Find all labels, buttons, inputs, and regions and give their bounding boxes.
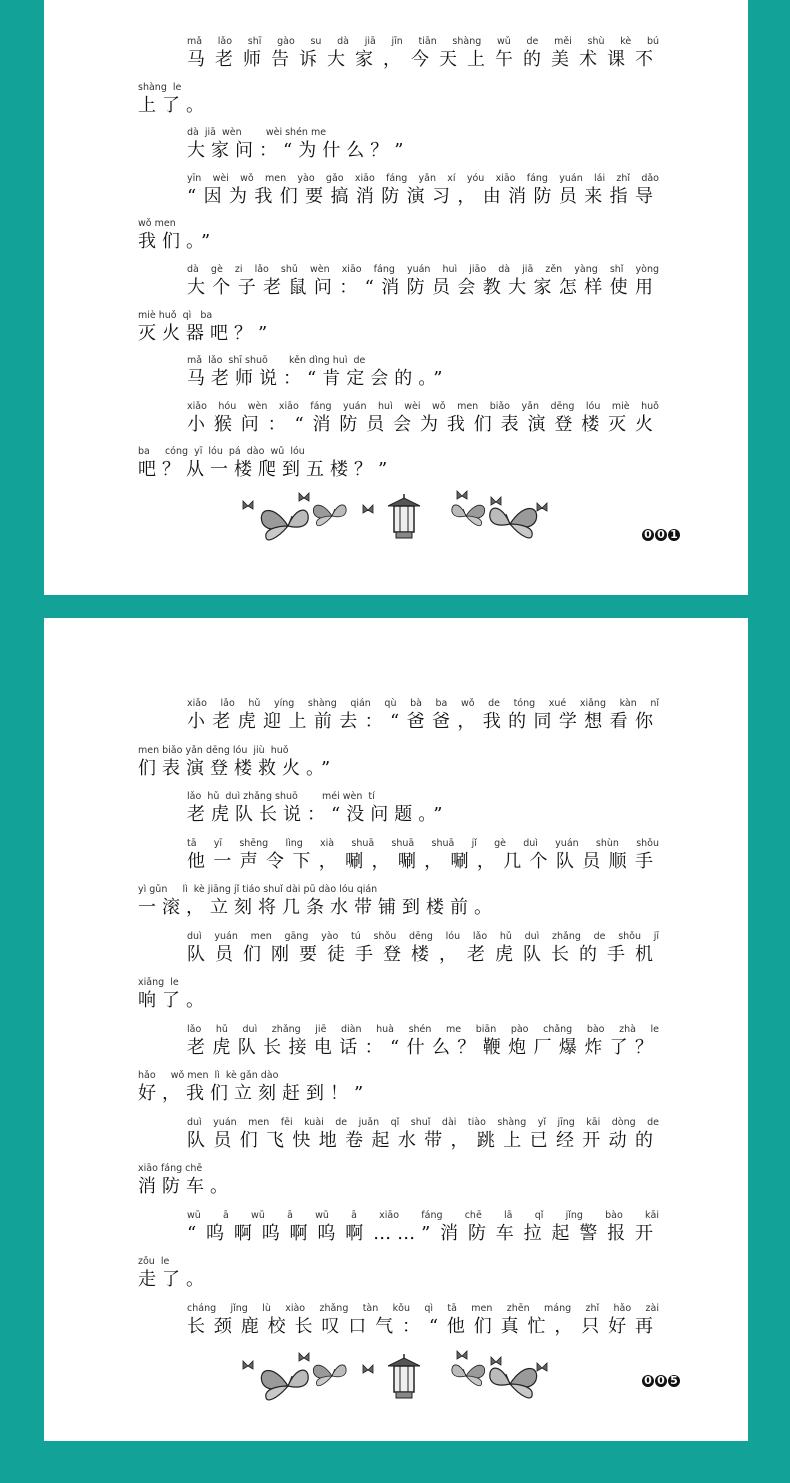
hanzi-line: 大个子老鼠问：“消防员会教大家怎样使用 — [187, 277, 659, 298]
hanzi-line: “呜啊呜啊呜啊……”消防车拉起警报开 — [187, 1222, 659, 1244]
hanzi-line: 队员们飞快地卷起水带，跳上已经开动的 — [187, 1129, 659, 1151]
page-number-digit: 0 — [642, 1375, 654, 1387]
butterfly-icon — [452, 505, 485, 526]
hanzi-line: “因为我们要搞消防演习，由消防员来指导 — [187, 185, 659, 207]
text-line — [187, 1116, 659, 1158]
pinyin-line: shàng le — [138, 81, 182, 93]
text-line — [187, 1209, 659, 1251]
page-number — [642, 1375, 680, 1387]
text-line — [187, 172, 659, 214]
lantern-icon — [388, 1354, 420, 1398]
hanzi-line: 消防车。 — [138, 1176, 234, 1197]
hanzi-line: 一滚，立刻将几条水带铺到楼前。 — [138, 897, 498, 918]
text-line — [187, 837, 659, 879]
pinyin-line: hǎo wǒ men lì kè gǎn dào — [138, 1070, 279, 1081]
pinyin-line: xiāo fáng chē — [138, 1163, 203, 1174]
hanzi-line: 吧？从一楼爬到五楼？” — [138, 459, 394, 481]
hanzi-line: 大家问：“为什么？” — [187, 140, 410, 162]
hanzi-line: 他一声令下，唰，唰，唰，几个队员顺手 — [187, 850, 659, 872]
pinyin-line: yì gǔn lì kè jiāng jǐ tiáo shuǐ dài pū dào lóu qián — [138, 884, 378, 895]
pinyin-line: dà gè zi lǎo shǔ wèn xiāo fáng yuán huì jiāo dà jiā zěn yàng shǐ yòng — [187, 264, 659, 275]
small-butterfly-icon — [491, 1357, 501, 1365]
pinyin-line: duì yuán men gāng yào tú shǒu dēng lóu lǎo hǔ duì zhǎng de shǒu jī — [187, 930, 659, 942]
text-line — [187, 1023, 659, 1065]
pinyin-line: mǎ lǎo shī shuō kěn dìng huì de — [187, 355, 366, 367]
text-line — [187, 354, 659, 396]
page-number-digit: 1 — [668, 529, 680, 541]
hanzi-line: 老虎队长接电话：“什么？鞭炮厂爆炸了？ — [187, 1036, 659, 1058]
small-butterfly-icon — [363, 505, 373, 513]
text-line — [138, 744, 658, 786]
page-number-digit: 0 — [655, 1375, 667, 1387]
page-number — [642, 529, 680, 541]
text-line — [187, 400, 659, 442]
small-butterfly-icon — [299, 493, 309, 501]
page-number-digit: 0 — [642, 529, 654, 541]
pinyin-line: dà jiā wèn wèi shén me — [187, 127, 327, 139]
pinyin-line: yīn wèi wǒ men yào gǎo xiāo fáng yǎn xí yóu xiāo fáng yuán lái zhǐ dǎo — [187, 172, 659, 184]
hanzi-line: 好，我们立刻赶到！” — [138, 1083, 370, 1104]
hanzi-line: 小老虎迎上前去：“爸爸，我的同学想看你 — [187, 711, 659, 732]
pinyin-line: tā yī shēng lìng xià shuā shuā shuā jǐ gè duì yuán shùn shǒu — [187, 837, 659, 849]
pinyin-line: wǒ men — [138, 218, 176, 230]
hanzi-line: 马老师说：“肯定会的。” — [187, 368, 449, 390]
small-butterfly-icon — [243, 501, 253, 509]
butterfly-icon — [490, 508, 537, 538]
butterfly-icon — [313, 1365, 346, 1386]
hanzi-line: 上了。 — [138, 94, 210, 116]
pinyin-line: xiǎo lǎo hǔ yíng shàng qián qù bà ba wǒ de tóng xué xiǎng kàn nǐ — [187, 698, 659, 709]
small-butterfly-icon — [537, 1363, 547, 1371]
small-butterfly-icon — [243, 1361, 253, 1369]
decorative-ornament — [240, 488, 550, 548]
pinyin-line: xiǎng le — [138, 977, 179, 988]
text-line — [187, 697, 659, 739]
text-line — [138, 217, 658, 259]
text-line — [187, 263, 659, 305]
hanzi-line: 走了。 — [138, 1269, 210, 1290]
page-number-digit: 0 — [655, 529, 667, 541]
text-line — [187, 1302, 659, 1344]
pinyin-line: mǎ lǎo shī gào su dà jiā jīn tiān shàng wǔ de měi shù kè bú — [187, 36, 659, 47]
pinyin-line: ba cóng yī lóu pá dào wǔ lóu — [138, 446, 305, 458]
lantern-icon — [388, 494, 420, 538]
butterfly-icon — [490, 1368, 537, 1398]
text-line — [138, 1069, 658, 1111]
butterfly-icon — [313, 505, 346, 526]
text-line — [187, 790, 659, 832]
pinyin-line: duì yuán men fēi kuài de juǎn qǐ shuǐ dài tiào shàng yǐ jīng kāi dòng de — [187, 1116, 659, 1128]
text-line — [138, 81, 658, 123]
hanzi-line: 马老师告诉大家，今天上午的美术课不 — [187, 49, 659, 70]
text-line — [138, 883, 658, 925]
text-line — [187, 126, 659, 168]
book-page-2 — [44, 618, 748, 1441]
pinyin-line: lǎo hǔ duì zhǎng jiē diàn huà shén me biān pào chǎng bào zhà le — [187, 1023, 659, 1035]
butterfly-icon — [261, 1370, 308, 1400]
decorative-ornament — [240, 1348, 550, 1408]
butterfly-icon — [261, 510, 308, 540]
hanzi-line: 小猴问：“消防员会为我们表演登楼灭火 — [187, 413, 659, 435]
pinyin-line: cháng jǐng lù xiào zhǎng tàn kǒu qì tā men zhēn máng zhǐ hǎo zài — [187, 1302, 659, 1314]
hanzi-line: 灭火器吧？” — [138, 322, 274, 344]
pinyin-line: xiǎo hóu wèn xiāo fáng yuán huì wèi wǒ men biǎo yǎn dēng lóu miè huǒ — [187, 400, 659, 412]
butterfly-icon — [452, 1365, 485, 1386]
text-line — [187, 930, 659, 972]
book-page-1 — [44, 0, 748, 595]
pinyin-line: lǎo hǔ duì zhǎng shuō méi wèn tí — [187, 791, 375, 802]
text-line — [138, 976, 658, 1018]
page-number-digit: 5 — [668, 1375, 680, 1387]
hanzi-line: 响了。 — [138, 990, 210, 1011]
hanzi-line: 长颈鹿校长叹口气：“他们真忙，只好再 — [187, 1315, 659, 1337]
small-butterfly-icon — [457, 491, 467, 499]
hanzi-line: 队员们刚要徒手登楼，老虎队长的手机 — [187, 943, 659, 965]
text-line — [138, 309, 658, 351]
hanzi-line: 我们。” — [138, 231, 217, 253]
text-line — [138, 1255, 658, 1297]
small-butterfly-icon — [537, 503, 547, 511]
small-butterfly-icon — [457, 1351, 467, 1359]
hanzi-line: 们表演登楼救火。” — [138, 757, 337, 779]
small-butterfly-icon — [491, 497, 501, 505]
small-butterfly-icon — [299, 1353, 309, 1361]
text-line — [187, 35, 659, 77]
pinyin-line: miè huǒ qì ba — [138, 309, 213, 321]
pinyin-line: men biǎo yǎn dēng lóu jiù huǒ — [138, 744, 289, 756]
pinyin-line: wū ā wū ā wū ā xiāo fáng chē lā qǐ jǐng bào kāi — [187, 1209, 659, 1221]
small-butterfly-icon — [363, 1365, 373, 1373]
hanzi-line: 老虎队长说：“没问题。” — [187, 804, 449, 825]
pinyin-line: zǒu le — [138, 1256, 170, 1267]
text-line — [138, 445, 658, 487]
text-line — [138, 1162, 658, 1204]
